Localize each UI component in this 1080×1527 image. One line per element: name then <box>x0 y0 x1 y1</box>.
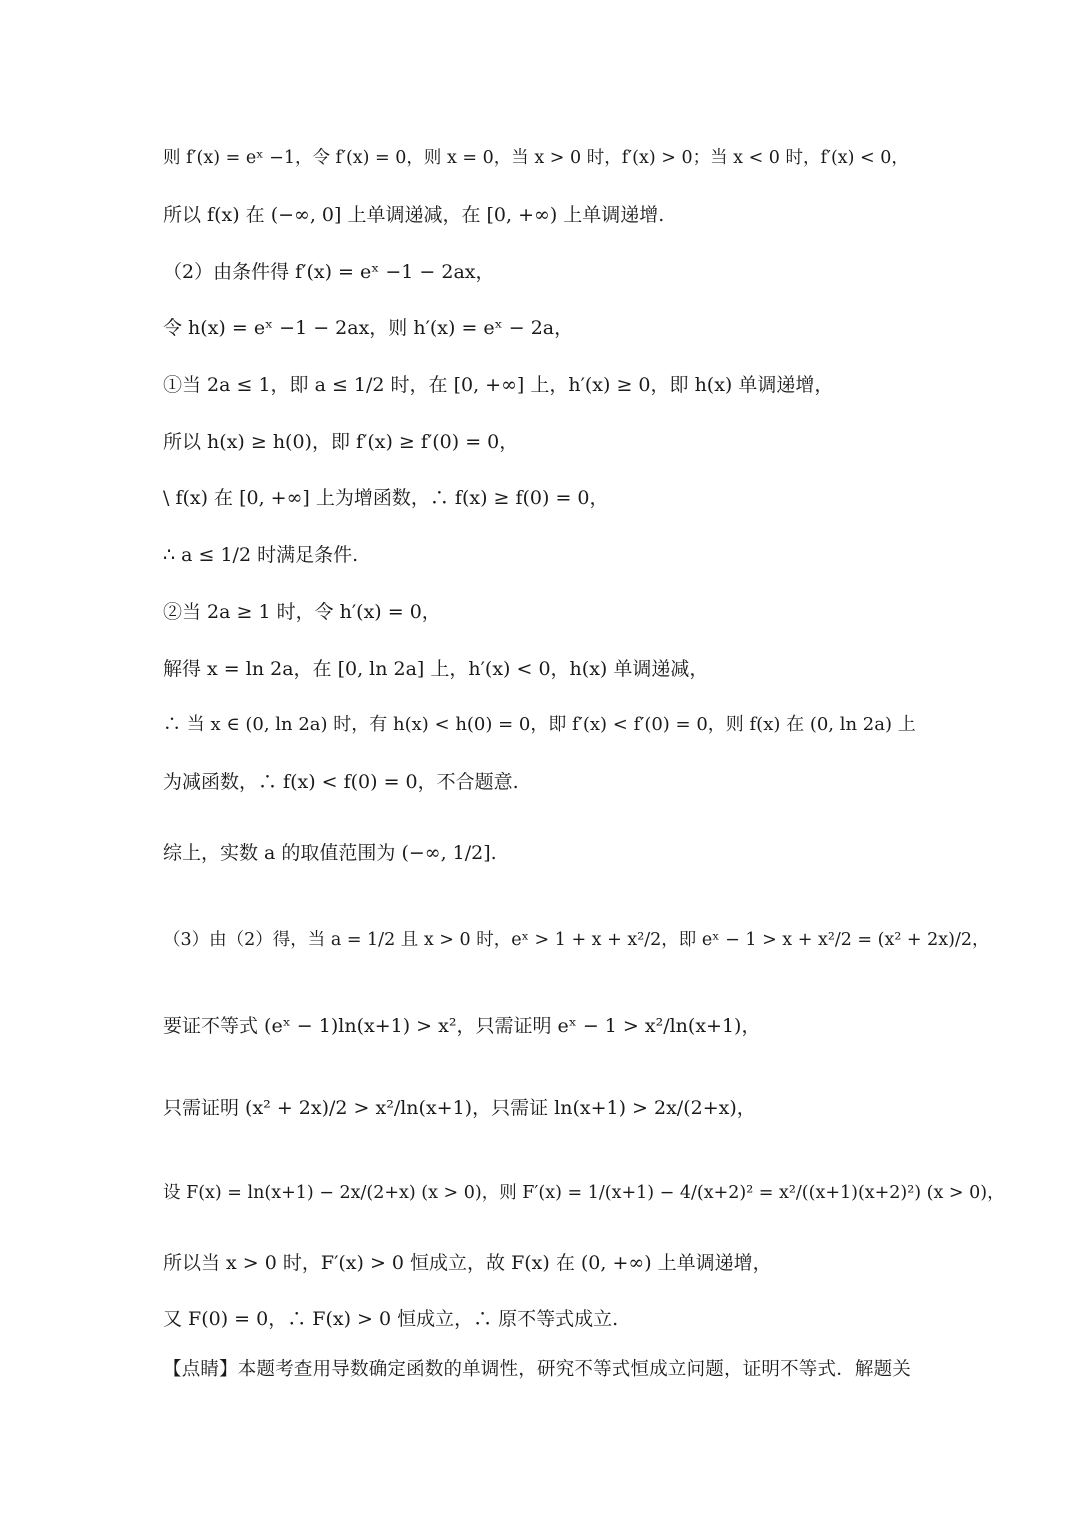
text-line: ①当 2a ≤ 1，即 a ≤ 1/2 时，在 [0, +∞] 上，h′(x) ≥ 0，即 h(x) 单调递增， <box>163 374 834 396</box>
text-line: \ f(x) 在 [0, +∞] 上为增函数，∴ f(x) ≥ f(0) = 0， <box>163 487 609 509</box>
text-line: ②当 2a ≥ 1 时，令 h′(x) = 0， <box>163 601 441 623</box>
text-line: ∴ 当 x ∈ (0, ln 2a) 时，有 h(x) < h(0) = 0，即 f′(x) < f′(0) = 0，则 f(x) 在 (0, ln 2a) 上 <box>163 714 916 735</box>
note-line: 【点睛】本题考查用导数确定函数的单调性，研究不等式恒成立问题，证明不等式．解题关 <box>163 1359 912 1380</box>
text-line: 则 f′(x) = eˣ −1，令 f′(x) = 0，则 x = 0，当 x > 0 时，f′(x) > 0；当 x < 0 时，f′(x) < 0， <box>163 148 909 168</box>
text-line: 所以 f(x) 在 (−∞, 0] 上单调递减，在 [0, +∞) 上单调递增. <box>163 204 665 226</box>
text-line: 所以当 x > 0 时，F′(x) > 0 恒成立，故 F(x) 在 (0, +∞) 上单调递增， <box>163 1252 772 1274</box>
text-line: （2）由条件得 f′(x) = eˣ −1 − 2ax， <box>163 261 495 283</box>
text-line: 又 F(0) = 0，∴ F(x) > 0 恒成立，∴ 原不等式成立. <box>163 1308 619 1330</box>
text-line: 令 h(x) = eˣ −1 − 2ax，则 h′(x) = eˣ − 2a， <box>163 317 574 339</box>
text-line: 要证不等式 (eˣ − 1)ln(x+1) > x²，只需证明 eˣ − 1 > x²/ln(x+1)， <box>163 1015 761 1037</box>
text-line: （3）由（2）得，当 a = 1/2 且 x > 0 时，eˣ > 1 + x + x²/2，即 eˣ − 1 > x + x²/2 = (x² + 2x)/2， <box>163 930 990 950</box>
text-line: 所以 h(x) ≥ h(0)，即 f′(x) ≥ f′(0) = 0， <box>163 431 519 453</box>
text-line: 综上，实数 a 的取值范围为 (−∞, 1/2]. <box>163 842 497 864</box>
text-line: 只需证明 (x² + 2x)/2 > x²/ln(x+1)，只需证 ln(x+1) > 2x/(2+x)， <box>163 1097 756 1119</box>
text-line: 为减函数，∴ f(x) < f(0) = 0，不合题意. <box>163 771 519 793</box>
text-line: 解得 x = ln 2a，在 [0, ln 2a] 上，h′(x) < 0，h(x) 单调递减， <box>163 658 709 680</box>
text-line: 设 F(x) = ln(x+1) − 2x/(2+x) (x > 0)，则 F′(x) = 1/(x+1) − 4/(x+2)² = x²/((x+1)(x+2)²) (x > 0)， <box>163 1183 1005 1203</box>
text-line: ∴ a ≤ 1/2 时满足条件. <box>163 544 359 566</box>
